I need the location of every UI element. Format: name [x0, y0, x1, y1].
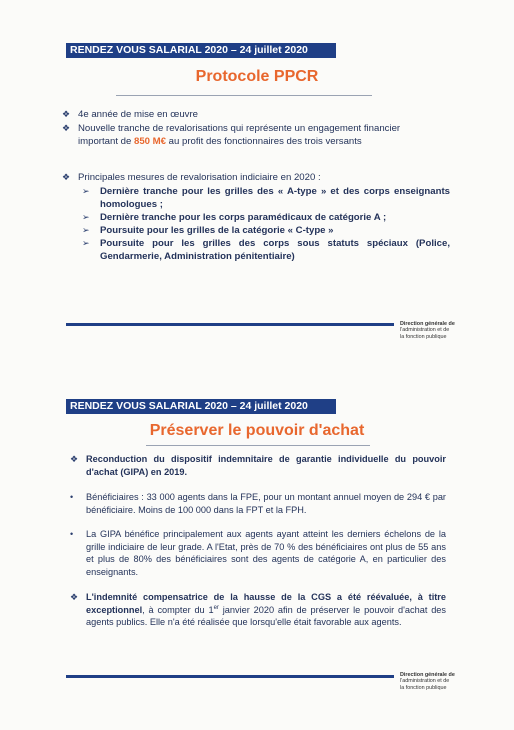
cgs-text-sup: er	[213, 604, 219, 611]
footer-line-3: la fonction publique	[400, 333, 447, 340]
title-divider	[116, 95, 372, 96]
bullet-text: 4e année de mise en œuvre	[78, 109, 198, 120]
cgs-text-rest: janvier 2020 afin de préserver le pouvoir d'achat des agents publics. Elle n'a été réalisée que lorsqu'elle était favorable aux agents.	[86, 604, 447, 627]
slide-title: Protocole PPCR	[195, 68, 319, 85]
measures-section	[62, 171, 450, 263]
measure-text: Dernière tranche pour les corps paramédicaux de catégorie A ;	[100, 212, 387, 223]
arrow-right-icon: ➢	[82, 225, 90, 235]
slide-pouvoir-achat	[0, 365, 514, 730]
arrow-right-icon: ➢	[82, 238, 90, 248]
footer-line-2: l'administration et de	[400, 678, 450, 685]
gipa-section	[70, 453, 446, 629]
footer-line-1: Direction générale de	[400, 672, 455, 678]
footer-line-3: la fonction publique	[400, 684, 447, 691]
measures-heading-row	[62, 171, 450, 184]
title-divider	[146, 445, 370, 446]
gipa-text: Reconduction du dispositif indemnitaire de garantie individuelle du pouvoir d'achat (GIPA) en 2019.	[86, 454, 446, 477]
diamond-cluster-icon: ❖	[62, 109, 71, 119]
measure-text: Poursuite pour les grilles des corps sous statuts spéciaux (Police, Gendarmerie, Administration pénitentiaire)	[100, 238, 450, 262]
bullet-text-pre: Nouvelle tranche de revalorisations qui représente un engagement financier important de	[78, 123, 401, 147]
bullet-text-post: au profit des fonctionnaires des trois versants	[166, 136, 362, 147]
dot-item	[70, 528, 446, 578]
cgs-text	[70, 591, 446, 629]
diamond-cluster-icon: ❖	[70, 592, 79, 602]
footer-rule	[66, 323, 394, 326]
diamond-cluster-icon: ❖	[70, 454, 79, 464]
footer-line-1: Direction générale de	[400, 321, 455, 327]
diamond-cluster-icon: ❖	[62, 123, 71, 133]
gipa-bullet	[70, 453, 446, 478]
slide-title: Préserver le pouvoir d'achat	[149, 422, 365, 439]
dot-icon: •	[70, 492, 74, 502]
measure-text: Poursuite pour les grilles de la catégorie « C-type »	[100, 225, 334, 236]
dot-icon: •	[70, 529, 74, 539]
slide-banner: RENDEZ VOUS SALARIAL 2020 – 24 juillet 2020	[66, 399, 336, 414]
diamond-cluster-icon: ❖	[62, 172, 71, 182]
dot-text: Bénéficiaires : 33 000 agents dans la FPE, pour un montant annuel moyen de 294 € par bénéficiaire. Moins de 100 000 dans la FPT et la FPH.	[86, 492, 446, 515]
measure-item	[82, 237, 450, 263]
dot-text: La GIPA bénéfice principalement aux agents ayant atteint les derniers échelons de la grille indiciaire de leur grade. A l'Etat, près de 70 % des bénéficiaires ont plus de 55 ans et plus de 80% des bénéficiaires sont des agents de catégorie A, en particulier des enseignants.	[86, 529, 446, 577]
intro-bullets	[62, 108, 432, 148]
bullet-item	[62, 122, 432, 148]
arrow-right-icon: ➢	[82, 212, 90, 222]
bullet-text	[62, 122, 432, 148]
arrow-right-icon: ➢	[82, 186, 90, 196]
bullet-item	[62, 108, 432, 121]
measure-item	[82, 211, 450, 224]
footer-line-2: l'administration et de	[400, 327, 450, 334]
footer-org	[400, 321, 480, 340]
measure-text: Dernière tranche pour les grilles des « A-type » et des corps enseignants homologues ;	[100, 186, 450, 210]
measures-list	[62, 185, 450, 263]
dot-item	[70, 491, 446, 516]
cgs-text-mid: , à compter du 1	[142, 604, 214, 615]
amount-highlight: 850 M€	[134, 136, 166, 147]
cgs-text-bold: L'indemnité compensatrice de la hausse de la CGS a été réévaluée, à titre exceptionnel	[86, 592, 446, 615]
measure-item	[82, 224, 450, 237]
measures-heading: Principales mesures de revalorisation indiciaire en 2020 :	[78, 172, 321, 183]
cgs-bullet	[70, 591, 446, 629]
footer-org	[400, 672, 480, 691]
measure-item	[82, 185, 450, 211]
footer-rule	[66, 675, 394, 678]
slide-banner: RENDEZ VOUS SALARIAL 2020 – 24 juillet 2020	[66, 43, 336, 58]
